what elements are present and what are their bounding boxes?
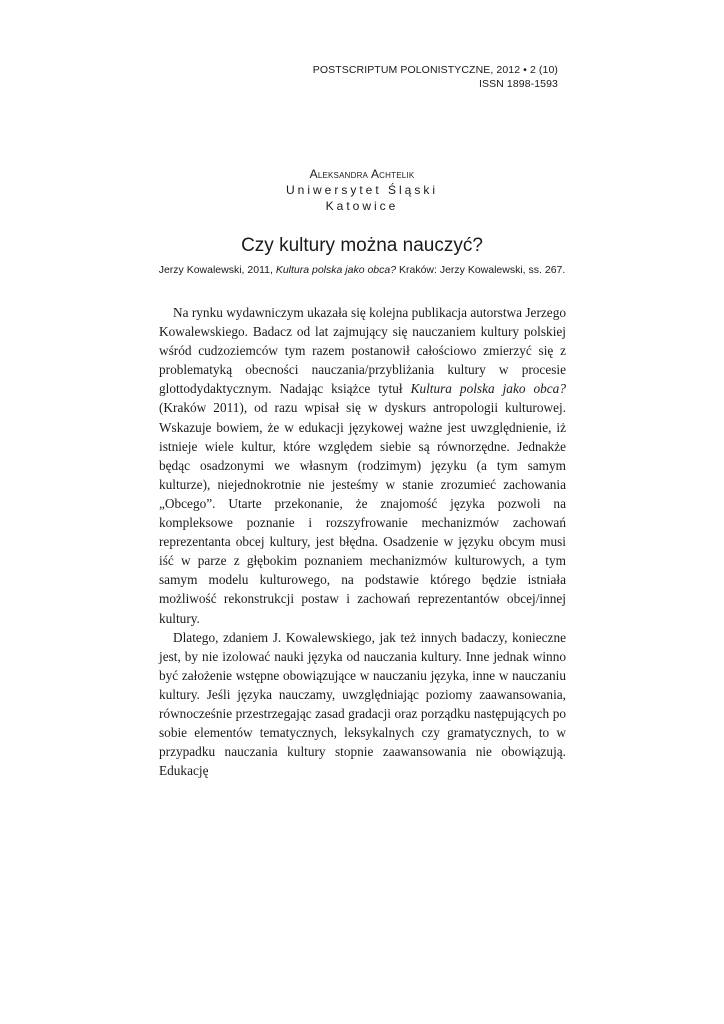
paragraph-1-part-a: Na rynku wydawniczym ukazała się kolejna publikacja autorstwa Jerzego Kowalewskiego. Badacz od lat zajmujący się nauczaniem kultury polskiej wśród cudzoziemców tym razem postanowił całościowo zmierzyć się z problematyką obecności nauczania/przybliżania kultury w procesie glottodydaktycznym. Nadając książce tytuł (159, 305, 566, 397)
journal-line: POSTSCRIPTUM POLONISTYCZNE, 2012 • 2 (10) (312, 64, 558, 76)
author-city: Katowice (325, 199, 399, 213)
author-university: Uniwersytet Śląski (285, 183, 439, 197)
paragraph-2: Dlatego, zdaniem J. Kowalewskiego, jak też innych badaczy, konieczne jest, by nie izolować nauki języka od nauczania kultury. Inne jednak winno być założenie wstępne obowiązujące w nauczaniu języka, inne w nauczaniu kultury. Jeśli języka nauczamy, uwzględniając poziomy zaawansowania, równocześnie przestrzegając zasad gradacji oraz porządku następujących po sobie elementów tematycznych, leksykalnych czy gramatycznych, to w przypadku nauczania kultury stopnie zaawansowania nie obowiązują. Edukację (159, 629, 566, 779)
paragraph-1-book-title: Kultura polska jako obca? (410, 381, 566, 397)
author-block (0, 166, 724, 214)
issn-line: ISSN 1898-1593 (478, 78, 558, 90)
book-citation (0, 263, 724, 277)
citation-publisher: Kraków: Jerzy Kowalewski, ss. 267. (396, 264, 566, 276)
paragraph-1 (159, 303, 566, 628)
citation-author-year: Jerzy Kowalewski, 2011, (158, 264, 276, 276)
author-name: Aleksandra Achtelik (309, 167, 415, 181)
paragraph-1-part-b: (Kraków 2011), od razu wpisał się w dyskurs antropologii kulturowej. Wskazuje bowiem, że w edukacji językowej ważne jest uwzględnienie, iż istnieje wiele kultur, które względem siebie są równorzędne. Jednakże będąc osadzonymi we własnym (rodzimym) języku (a tym samym kulturze), niejednokrotnie nie jesteśmy w stanie zrozumieć zachowania „Obcego”. Utarte przekonanie, że znajomość języka pozwoli na kompleksowe poznanie i rozszyfrowanie mechanizmów zachowań reprezentanta obcej kultury, jest błędna. Osadzenie w języku obcym musi iść w parze z głębokim poznaniem mechanizmów kulturowych, a tym samym modelu kulturowego, na podstawie którego będzie istniała możliwość rekonstrukcji postaw i zachowań reprezentantów obcej/innej kultury. (159, 400, 566, 626)
citation-book-title: Kultura polska jako obca? (275, 264, 397, 276)
article-body (159, 303, 566, 780)
running-header (313, 63, 558, 91)
article-title: Czy kultury można nauczyć? (241, 235, 483, 256)
